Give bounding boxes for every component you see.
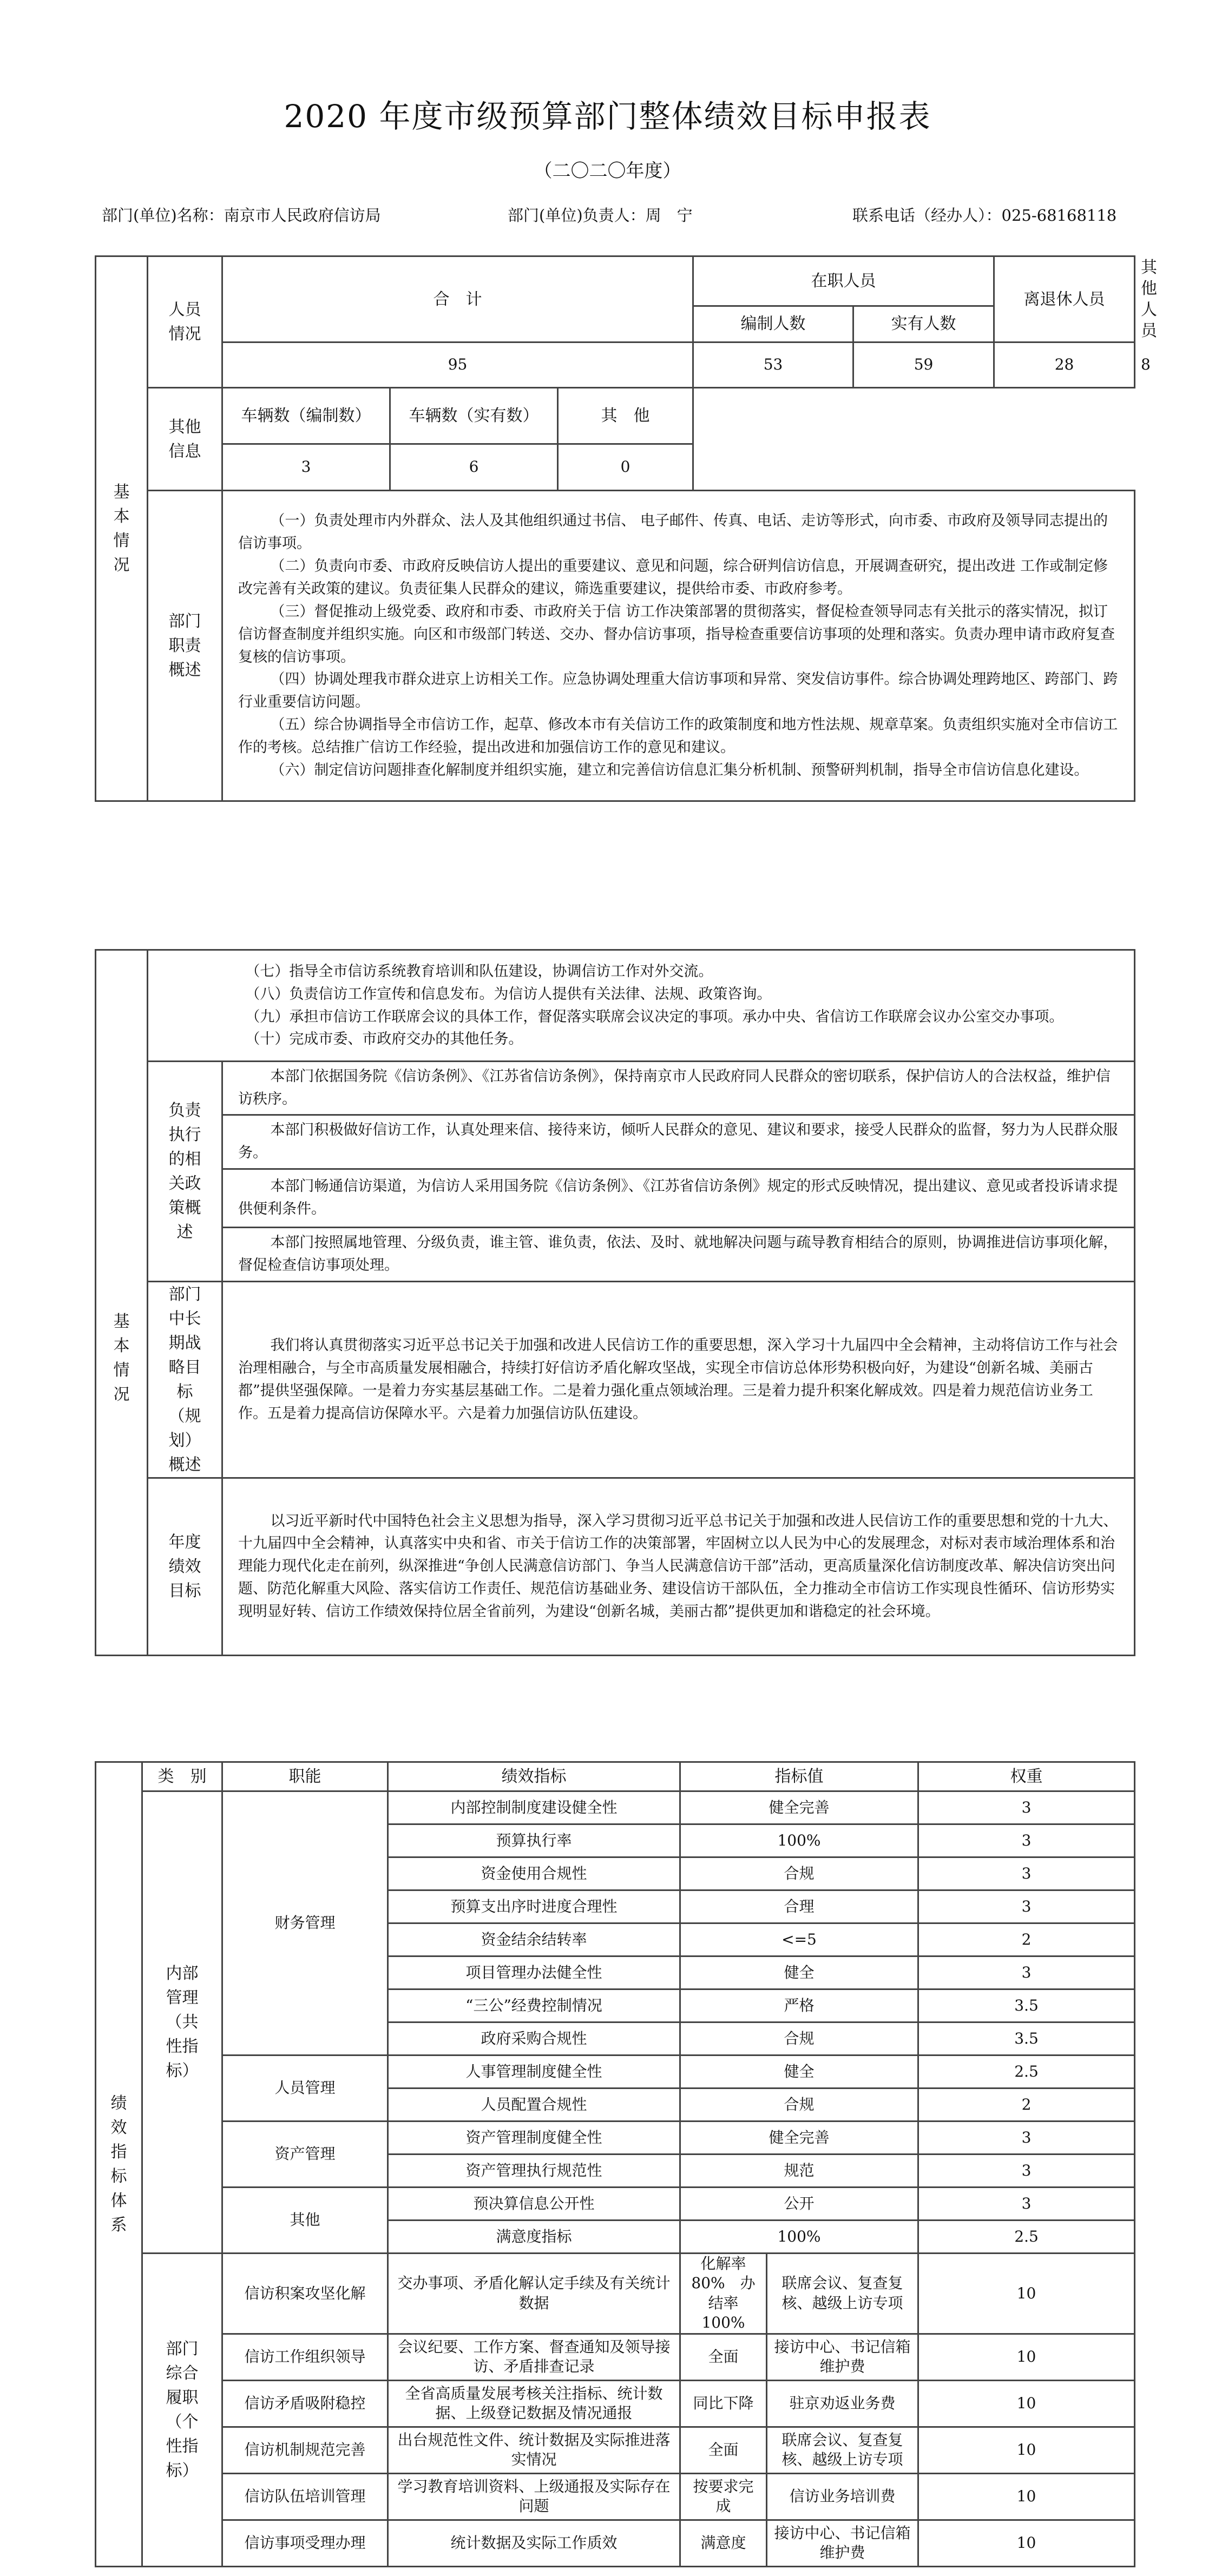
basic-section-label: 基本情况 [96,256,148,801]
indicator-value: 公开 [680,2188,918,2221]
basic2-section-label: 基本情况 [96,1062,148,1656]
blank-cell [693,388,1135,491]
duty-function: 信访积案攻坚化解 [222,2254,388,2334]
finance-mgmt-label: 财务管理 [222,1791,388,2055]
indicator-weight: 3 [918,1857,1135,1890]
indicator-value: 健全完善 [680,2122,918,2155]
department-name: 部门(单位)名称：南京市人民政府信访局 [102,206,381,225]
personnel-label: 人员情况 [148,256,222,388]
indicator-value: 健全完善 [680,1791,918,1824]
duty-indicator: 全省高质量发展考核关注指标、统计数据、上级登记数据及情况通报 [388,2380,680,2427]
other-info-label: 其他信息 [148,388,222,491]
duty-indicator: 学习教育培训资料、上级通报及实际存在问题 [388,2473,680,2520]
longterm-text: 我们将认真贯彻落实习近平总书记关于加强和改进人民信访工作的重要思想，深入学习十九届四中全会精神，主动将信访工作与社会治理相融合，与全市高质量发展相融合，持续打好信访矛盾化解攻坚战，实现全市信访总体形势积极向好，为建设“创新名城、美丽古都”提供坚强保障。一是着力夯实基层基础工作。二是着力强化重点领域治理。三是着力提升积案化解成效。四是着力规范信访业务工作。五是着力提高信访保障水平。六是着力加强信访队伍建设。 [222,1281,1135,1478]
retired-header: 离退休人员 [994,256,1135,342]
indicator-value: 健全 [680,1956,918,1989]
personnel-mgmt-label: 人员管理 [222,2055,388,2122]
duty-source: 接访中心、书记信箱维护费 [767,2520,918,2566]
weight-header: 权重 [918,1762,1135,1791]
contact-phone: 联系电话（经办人）：025-68168118 [852,206,1117,225]
duty-value: 化解率 80% 办结率 100% [680,2254,767,2334]
indicator-name: 内部控制制度建设健全性 [388,1791,680,1824]
duty-function: 信访队伍培训管理 [222,2473,388,2520]
indicator-weight: 3.5 [918,2022,1135,2055]
duty-weight: 10 [918,2427,1135,2473]
indicator-value: 合规 [680,2089,918,2122]
duty-indicator: 会议纪要、工作方案、督查通知及领导接访、矛盾排查记录 [388,2334,680,2380]
indicator-value: 健全 [680,2055,918,2089]
duty-value: 全面 [680,2334,767,2380]
indicator-name: 满意度指标 [388,2221,680,2254]
policy-1: 本部门依据国务院《信访条例》、《江苏省信访条例》，保持南京市人民政府同人民群众的密切联系，保护信访人的合法权益，维护信访秩序。 [222,1062,1135,1115]
duty-function: 信访机制规范完善 [222,2427,388,2473]
page-subtitle: （二〇二〇年度） [534,160,681,182]
duty-function: 信访工作组织领导 [222,2334,388,2380]
indicator-name: 人员配置合规性 [388,2089,680,2122]
duty-weight: 10 [918,2473,1135,2520]
basic-info-table: 基本情况 人员情况 合 计 在职人员 离退休人员 其他人员 编制人数 实有人数 95 53 59 28 8 其他信息 车辆数（编制数） 车辆数（实有数） 其 他 3 6 0 部门职责概述 （一）负责处理市内外群众、法人及其他组织通过书信、 电子邮件、传真、电话、走访等形式，向市委、市政府及领导同志提出的信访事项。 （二）负责向市委、市政府反映信访人提出的重要建议、意见和问题，综合研判信访信息，开展调查研究，提出改进 工作或制定修改完善有关政策的建议。负责征集人民群众的建议，筛选重要建议，提供给市委、市政府参考。 （三）督促推动上级党委、政府和市委、市政府关于信 访工作决策部署的贯彻落实，督促检查领导同志有关批示的落实情况，拟订信访督查制度并组织实施。向区和市级部门转送、交办、督办信访事项，指导检查重要信访事项的处理和落实。负责办理申请市政府复查复核的信访事项。 （四）协调处理我市群众进京上访相关工作。应急协调处理重大信访事项和异常、突发信访事件。综合协调处理跨地区、跨部门、跨行业重要信访问题。 （五）综合协调指导全市信访工作，起草、修改本市有关信访工作的政策制度和地方性法规、规章草案。负责组织实施对全市信访工作的考核。总结推广信访工作经验，提出改进和加强信访工作的意见和建议。 （六）制定信访问题排查化解制度并组织实施，建立和完善信访信息汇集分析机制、预警研判机制，指导全市信访信息化建设。 [95,255,1135,802]
bianzhi-value: 53 [693,342,853,388]
indicator-weight: 3 [918,1791,1135,1824]
indicator-value: 合理 [680,1890,918,1923]
indicators-section-label: 绩效指标体系 [96,1762,142,2567]
total-value: 95 [222,342,693,388]
indicator-name: 资产管理制度健全性 [388,2122,680,2155]
other-mgmt-label: 其他 [222,2188,388,2254]
duty-indicator: 出台规范性文件、统计数据及实际推进落实情况 [388,2427,680,2473]
function-header: 职能 [222,1762,388,1791]
duty-indicator: 统计数据及实际工作质效 [388,2520,680,2566]
duty-source: 信访业务培训费 [767,2473,918,2520]
duties-label: 部门职责概述 [148,491,222,801]
category-header: 类 别 [142,1762,222,1791]
duty-weight: 10 [918,2380,1135,2427]
indicator-weight: 2 [918,1923,1135,1956]
duty-value: 满意度 [680,2520,767,2566]
inservice-header: 在职人员 [693,256,994,306]
indicator-weight: 2 [918,2089,1135,2122]
indicator-weight: 2.5 [918,2221,1135,2254]
indicator-value: 100% [680,1824,918,1857]
indicator-weight: 3 [918,2188,1135,2221]
bianzhi-header: 编制人数 [693,306,853,342]
indicator-value: <=5 [680,1923,918,1956]
policy-2: 本部门积极做好信访工作，认真处理来信、接待来访，倾听人民群众的意见、建议和要求，接受人民群众的监督，努力为人民群众服务。 [222,1115,1135,1169]
indicator-name: 人事管理制度健全性 [388,2055,680,2089]
policy-3: 本部门畅通信访渠道，为信访人采用国务院《信访条例》、《江苏省信访条例》规定的形式反映情况，提出建议、意见或者投诉请求提供便利条件。 [222,1169,1135,1227]
policy-label: 负责执行的相关政策概述 [148,1062,222,1282]
annual-goal-text: 以习近平新时代中国特色社会主义思想为指导，深入学习贯彻习近平总书记关于加强和改进人民信访工作的重要思想和党的十九大、十九届四中全会精神，认真落实中央和省、市关于信访工作的决策部署，牢固树立以人民为中心的发展理念，对标对表市域治理体系和治理能力现代化走在前列，纵深推进“争创人民满意信访部门、争当人民满意信访干部”活动，更高质量深化信访制度改革、解决信访突出问题、防范化解重大风险、落实信访工作责任、规范信访基础业务、建设信访干部队伍，全力推动全市信访工作实现良性循环、信访形势实现明显好转、信访工作绩效保持位居全省前列，为建设“创新名城，美丽古都”提供更加和谐稳定的社会环境。 [222,1478,1135,1655]
indicator-value: 规范 [680,2155,918,2188]
retired-value: 28 [994,342,1135,388]
duty-source: 接访中心、书记信箱维护费 [767,2334,918,2380]
indicator-name: 预算支出序时进度合理性 [388,1890,680,1923]
vehicle-bianzhi-value: 3 [222,444,390,491]
department-head: 部门(单位)负责人：周 宁 [508,206,693,225]
indicator-name: 项目管理办法健全性 [388,1956,680,1989]
page-title: 2020 年度市级预算部门整体绩效目标申报表 [284,98,931,135]
duty-value: 全面 [680,2427,767,2473]
indicator-weight: 2.5 [918,2055,1135,2089]
shiyou-value: 59 [853,342,994,388]
duty-function: 信访事项受理办理 [222,2520,388,2566]
indicator-value: 合规 [680,2022,918,2055]
indicator-value: 严格 [680,1989,918,2022]
shiyou-header: 实有人数 [853,306,994,342]
duty-weight: 10 [918,2334,1135,2380]
assets-mgmt-label: 资产管理 [222,2122,388,2188]
duty-source: 驻京劝返业务费 [767,2380,918,2427]
vehicle-bianzhi-header: 车辆数（编制数） [222,388,390,444]
indicator-header: 绩效指标 [388,1762,680,1791]
vehicle-shiyou-header: 车辆数（实有数） [390,388,558,444]
indicator-name: 预决算信息公开性 [388,2188,680,2221]
indicator-name: “三公”经费控制情况 [388,1989,680,2022]
indicator-name: 资金使用合规性 [388,1857,680,1890]
qita-value: 0 [558,444,693,491]
indicator-name: 预算执行率 [388,1824,680,1857]
duties-continued-text: （七）指导全市信访系统教育培训和队伍建设，协调信访工作对外交流。 （八）负责信访工作宣传和信息发布。为信访人提供有关法律、法规、政策咨询。 （九）承担市信访工作联席会议的具体工作，督促落实联席会议决定的事项。承办中央、省信访工作联席会议办公室交办事项。 （十）完成市委、市政府交办的其他任务。 [148,950,1135,1062]
annual-goal-label: 年度绩效目标 [148,1478,222,1655]
total-header: 合 计 [222,256,693,342]
indicator-weight: 3 [918,1890,1135,1923]
longterm-label: 部门中长期战略目标（规划）概述 [148,1281,222,1478]
vehicle-shiyou-value: 6 [390,444,558,491]
indicator-weight: 3 [918,1956,1135,1989]
duty-weight: 10 [918,2254,1135,2334]
indicator-weight: 3.5 [918,1989,1135,2022]
indicator-weight: 3 [918,2155,1135,2188]
duty-source: 联席会议、复查复核、越级上访专项 [767,2254,918,2334]
internal-mgmt-label: 内部管理（共性指标） [142,1791,222,2254]
duty-value: 按要求完成 [680,2473,767,2520]
indicator-name: 政府采购合规性 [388,2022,680,2055]
duty-value: 同比下降 [680,2380,767,2427]
indicators-table [95,1761,1135,2567]
duty-weight: 10 [918,2520,1135,2566]
duty-indicator: 交办事项、矛盾化解认定手续及有关统计数据 [388,2254,680,2334]
indicator-value: 合规 [680,1857,918,1890]
value-header: 指标值 [680,1762,918,1791]
indicator-name: 资金结余结转率 [388,1923,680,1956]
indicator-weight: 3 [918,2122,1135,2155]
duty-source: 联席会议、复查复核、越级上访专项 [767,2427,918,2473]
duties-text: （一）负责处理市内外群众、法人及其他组织通过书信、 电子邮件、传真、电话、走访等形式，向市委、市政府及领导同志提出的信访事项。 （二）负责向市委、市政府反映信访人提出的重要建议、意见和问题，综合研判信访信息，开展调查研究，提出改进 工作或制定修改完善有关政策的建议。负责征集人民群众的建议，筛选重要建议，提供给市委、市政府参考。 （三）督促推动上级党委、政府和市委、市政府关于信 访工作决策部署的贯彻落实，督促检查领导同志有关批示的落实情况，拟订信访督查制度并组织实施。向区和市级部门转送、交办、督办信访事项，指导检查重要信访事项的处理和落实。负责办理申请市政府复查复核的信访事项。 （四）协调处理我市群众进京上访相关工作。应急协调处理重大信访事项和异常、突发信访事件。综合协调处理跨地区、跨部门、跨行业重要信访问题。 （五）综合协调指导全市信访工作，起草、修改本市有关信访工作的政策制度和地方性法规、规章草案。负责组织实施对全市信访工作的考核。总结推广信访工作经验，提出改进和加强信访工作的意见和建议。 （六）制定信访问题排查化解制度并组织实施，建立和完善信访信息汇集分析机制、预警研判机制，指导全市信访信息化建设。 [222,491,1135,801]
duty-performance-label: 部门综合履职（个性指标） [142,2254,222,2567]
section-spacer [96,950,148,1062]
qita-header: 其 他 [558,388,693,444]
indicator-name: 资产管理执行规范性 [388,2155,680,2188]
indicator-value: 100% [680,2221,918,2254]
indicator-weight: 3 [918,1824,1135,1857]
policy-4: 本部门按照属地管理、分级负责，谁主管、谁负责，依法、及时、就地解决问题与疏导教育相结合的原则，协调推进信访事项化解，督促检查信访事项处理。 [222,1227,1135,1281]
duty-function: 信访矛盾吸附稳控 [222,2380,388,2427]
basic-info-continued-table [95,949,1135,1656]
